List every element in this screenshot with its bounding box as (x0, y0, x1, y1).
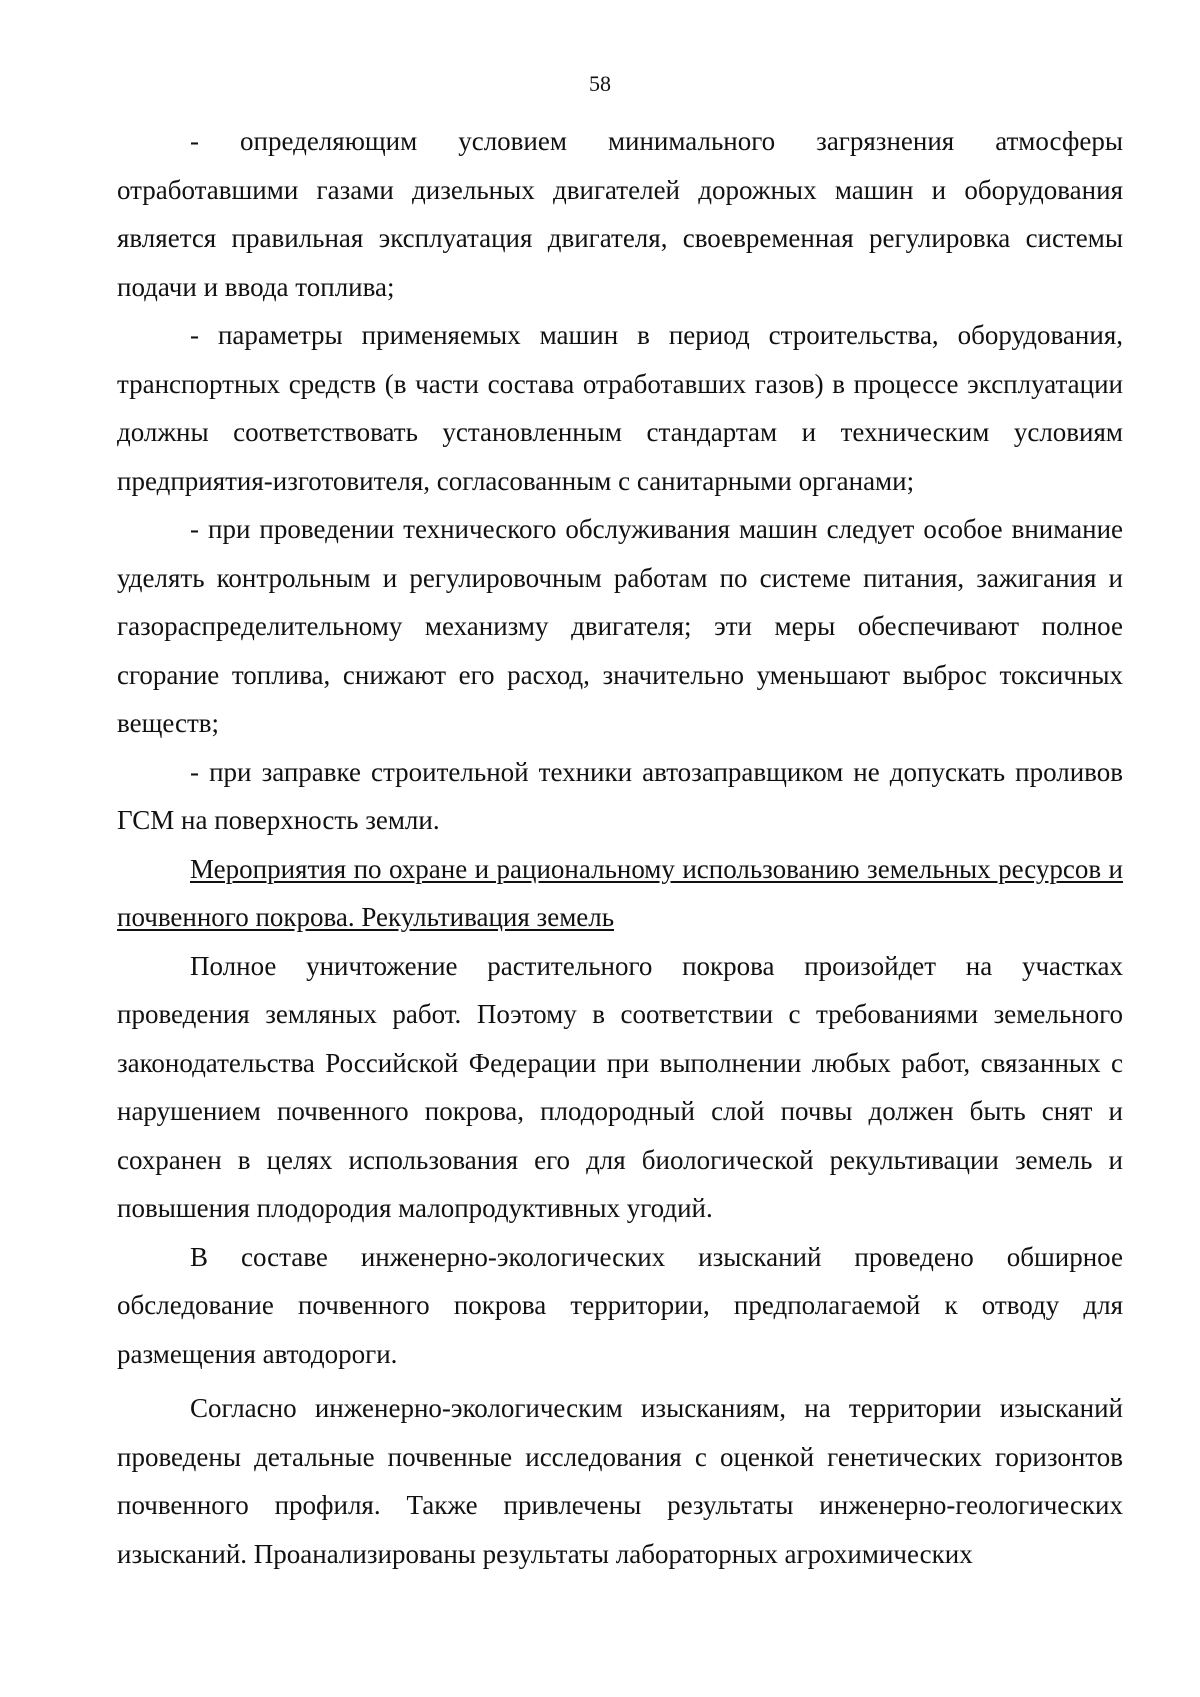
section-heading: Мероприятия по охране и рациональному использованию земельных ресурсов и почвенного покрова. Рекультивация земель (117, 853, 1123, 932)
paragraph-maintenance: - при проведении технического обслуживания машин следует особое внимание уделять контрольным и регулировочным работам по системе питания, зажигания и газораспределительному механизму двигателя; эти меры обеспечивают полное сгорание топлива, снижают его расход, значительно уменьшают выброс токсичных веществ; (117, 514, 1123, 738)
paragraph-vegetation-destruction: Полное уничтожение растительного покрова произойдет на участках проведения земляных работ. Поэтому в соответствии с требованиями земельного законодательства Российской Федерации при выполнении любых работ, связанных с нарушением почвенного покрова, плодородный слой почвы должен быть снят и сохранен в целях использования его для биологической рекультивации земель и повышения плодородия малопродуктивных угодий. (117, 950, 1123, 1223)
paragraph-survey-composition: В составе инженерно-экологических изысканий проведено обширное обследование почвенного покрова территории, предполагаемой к отводу для размещения автодороги. (117, 1241, 1123, 1369)
paragraph-machine-parameters: - параметры применяемых машин в период строительства, оборудования, транспортных средств (в части состава отработавших газов) в процессе эксплуатации должны соответствовать установленным стандартам и техническим условиям предприятия-изготовителя, согласованным с санитарными органами; (117, 320, 1123, 496)
paragraph-soil-research: Согласно инженерно-экологическим изысканиям, на территории изысканий проведены детальные почвенные исследования с оценкой генетических горизонтов почвенного профиля. Также привлечены результаты инженерно-геологических изысканий. Проанализированы результаты лабораторных агрохимических (117, 1393, 1123, 1569)
page-content (117, 117, 1123, 1578)
paragraph-refueling: - при заправке строительной техники автозаправщиком не допускать проливов ГСМ на поверхность земли. (117, 756, 1123, 835)
page-number: 58 (589, 71, 611, 96)
paragraph-atmosphere-condition: - определяющим условием минимального загрязнения атмосферы отработавшими газами дизельных двигателей дорожных машин и оборудования является правильная эксплуатация двигателя, своевременная регулировка системы подачи и ввода топлива; (117, 126, 1123, 302)
